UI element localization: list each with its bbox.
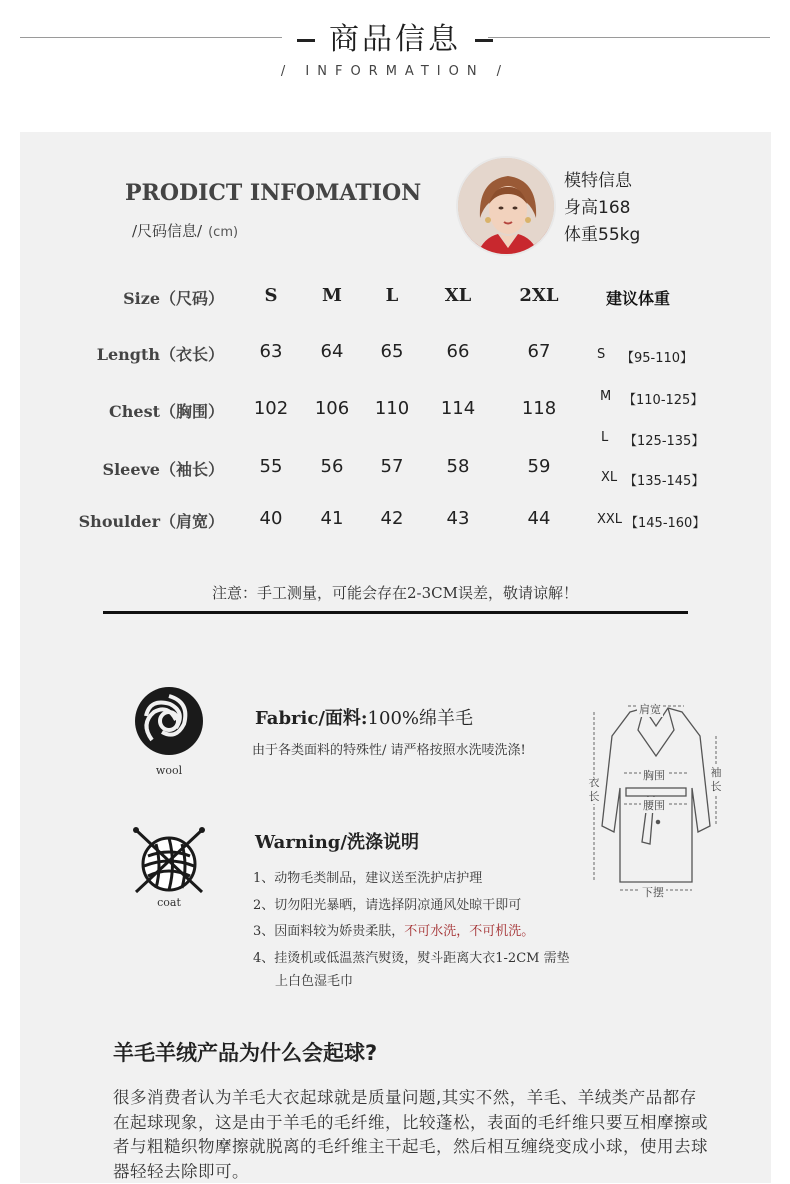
size-row-label: Chest（胸围）: [109, 402, 224, 421]
warning-item: 4、挂烫机或低温蒸汽熨烫，熨斗距离大衣1-2CM 需垫: [253, 951, 570, 966]
size-column-header: XL: [444, 285, 472, 306]
recommend-range: 【135-145】: [624, 474, 705, 489]
wool-icon: [132, 684, 206, 758]
coat-yarn-icon: [132, 826, 206, 896]
warning-item: [253, 920, 534, 939]
recommend-size: XXL: [597, 512, 623, 527]
size-table-cell: 56: [320, 456, 344, 477]
size-row-label: Length（衣长）: [96, 345, 224, 364]
recommend-range: 【95-110】: [621, 351, 694, 366]
size-table-cell: 106: [314, 398, 350, 419]
diagram-shoulder-label: 肩宽: [639, 703, 661, 716]
size-table-cell: 118: [521, 398, 557, 419]
title-dash-left: [297, 39, 315, 42]
product-info-title: PRODICT INFOMATION: [125, 180, 422, 206]
size-column-header: S: [264, 285, 278, 306]
note-divider: [103, 611, 688, 614]
coat-caption: coat: [157, 896, 181, 909]
unit-label: (cm): [208, 225, 239, 240]
fabric-title-label: Fabric/面料:: [255, 708, 368, 729]
fabric-content: 100%绵羊毛: [367, 708, 474, 729]
size-row-label: Shoulder（肩宽）: [78, 512, 224, 531]
warning-item: 上白色湿毛巾: [275, 974, 354, 989]
recommend-range: 【125-135】: [624, 434, 705, 449]
faq-body: 很多消费者认为羊毛大衣起球就是质量问题,其实不然，羊毛、羊绒类产品都存在起球现象，这是由于羊毛的毛纤维，比较蓬松，表面的毛纤维只要互相摩擦或者与粗糙织物摩擦就脱离的毛纤维主干起毛，然后相互缠绕变成小球，使用去球器轻轻去除即可。: [113, 1088, 708, 1181]
diagram-length-label: 衣长: [588, 776, 600, 803]
size-column-header: L: [385, 285, 399, 306]
diagram-waist-label: 腰围: [643, 799, 665, 812]
size-table-cell: 42: [380, 508, 404, 529]
size-table-cell: 59: [527, 456, 551, 477]
size-table-cell: 65: [380, 341, 404, 362]
recommend-range: 【110-125】: [623, 393, 704, 408]
recommend-size: M: [600, 389, 612, 404]
size-table-cell: 43: [446, 508, 470, 529]
size-table-cell: 63: [259, 341, 283, 362]
model-weight: 体重55kg: [564, 225, 641, 245]
diagram-sleeve-label: 袖长: [710, 766, 722, 793]
model-info: [564, 168, 640, 249]
size-row-label: Sleeve（袖长）: [102, 460, 224, 479]
size-table-cell: 41: [320, 508, 344, 529]
fabric-desc: 由于各类面料的特殊性/ 请严格按照水洗唛洗涤!: [252, 743, 526, 758]
recommend-size: S: [597, 347, 606, 362]
size-table-cell: 55: [259, 456, 283, 477]
size-header-label: Size（尺码）: [123, 289, 224, 308]
model-avatar: [456, 156, 556, 256]
size-info-text: /尺码信息/: [132, 222, 203, 240]
measure-note: 注意：手工测量，可能会存在2-3CM误差，敬请谅解！: [212, 584, 578, 602]
title-dash-right: [475, 39, 493, 42]
recommend-size: L: [601, 430, 609, 445]
size-table-cell: 44: [527, 508, 551, 529]
page-title: [0, 14, 790, 58]
warning-item: 2、切勿阳光暴晒，请选择阴凉通风处晾干即可: [253, 898, 522, 913]
faq-title: 羊毛羊绒产品为什么会起球?: [113, 1041, 378, 1065]
size-column-header: 2XL: [519, 285, 559, 306]
size-table-cell: 114: [440, 398, 476, 419]
size-table-cell: 64: [320, 341, 344, 362]
size-table-cell: 58: [446, 456, 470, 477]
warning-title: Warning/洗涤说明: [255, 832, 419, 853]
model-info-label: 模特信息: [564, 171, 632, 191]
recommend-range: 【145-160】: [625, 516, 706, 531]
recommend-weight-title: 建议体重: [606, 289, 671, 308]
page-title-text: 商品信息: [329, 22, 461, 57]
size-table-cell: 40: [259, 508, 283, 529]
model-height: 身高168: [564, 198, 631, 218]
warning-item: 1、动物毛类制品，建议送至洗护店护理: [253, 871, 483, 886]
size-table-cell: 57: [380, 456, 404, 477]
size-table-cell: 110: [374, 398, 410, 419]
size-table-cell: 67: [527, 341, 551, 362]
size-info-label: [132, 220, 238, 241]
page-subtitle: / INFORMATION /: [280, 64, 510, 79]
diagram-hem-label: 下摆: [642, 886, 664, 899]
size-column-header: M: [322, 285, 342, 306]
model-portrait-icon: [458, 158, 556, 256]
fabric-title: [255, 704, 473, 730]
recommend-size: XL: [601, 470, 618, 485]
warning-item-text: 3、因面料较为娇贵柔肤，: [253, 924, 405, 939]
diagram-chest-label: 胸围: [643, 769, 665, 782]
warning-item-red: 不可水洗，不可机洗。: [404, 924, 535, 939]
wool-caption: wool: [155, 764, 183, 777]
size-table-cell: 102: [253, 398, 289, 419]
size-table-cell: 66: [446, 341, 470, 362]
